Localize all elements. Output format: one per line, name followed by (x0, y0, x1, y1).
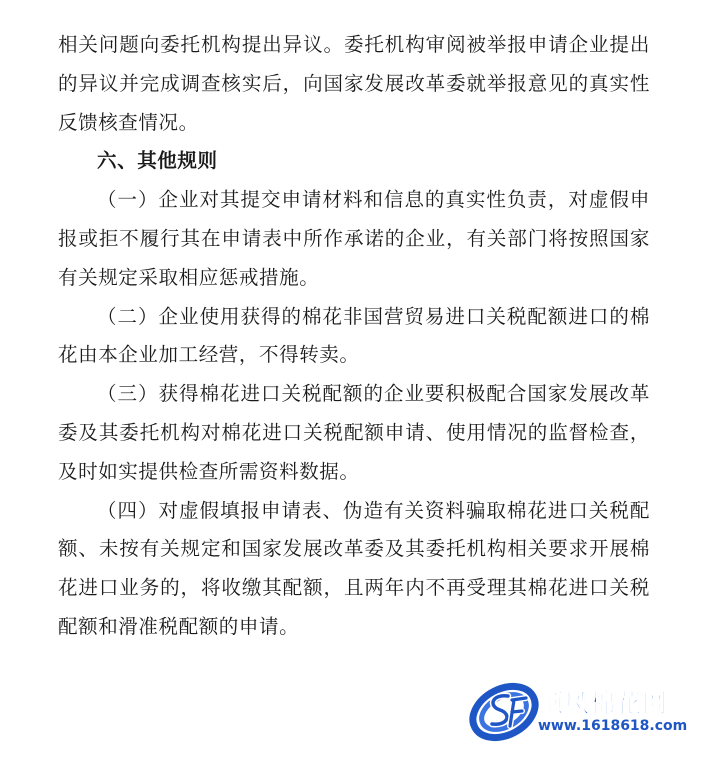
rule-paragraph-1: （一）企业对其提交申请材料和信息的真实性负责，对虚假申报或拒不履行其在申请表中所作承诺的企业，有关部门将按照国家有关规定采取相应惩戒措施。 (58, 188, 650, 289)
rule-paragraph-3: （三）获得棉花进口关税配额的企业要积极配合国家发展改革委及其委托机构对棉花进口关税配额申请、使用情况的监督检查，及时如实提供检查所需资料数据。 (58, 382, 650, 483)
watermark-site-url: www.1618618.com (538, 718, 688, 734)
sf-logo-icon (468, 676, 540, 746)
rule-paragraph-2: （二）企业使用获得的棉花非国营贸易进口关税配额进口的棉花由本企业加工经营，不得转卖。 (58, 304, 650, 367)
watermark (468, 676, 698, 746)
paragraph-continued: 相关问题向委托机构提出异议。委托机构审阅被举报申请企业提出的异议并完成调查核实后，向国家发展改革委就举报意见的真实性反馈核查情况。 (58, 33, 650, 134)
watermark-site-name: 顺风棉花网 (538, 689, 669, 718)
document-page (58, 26, 650, 647)
rule-paragraph-4: （四）对虚假填报申请表、伪造有关资料骗取棉花进口关税配额、未按有关规定和国家发展改革委及其委托机构相关要求开展棉花进口业务的，将收缴其配额，且两年内不再受理其棉花进口关税配额和滑准税配额的申请。 (58, 498, 650, 638)
section-heading-other-rules: 六、其他规则 (97, 149, 218, 173)
